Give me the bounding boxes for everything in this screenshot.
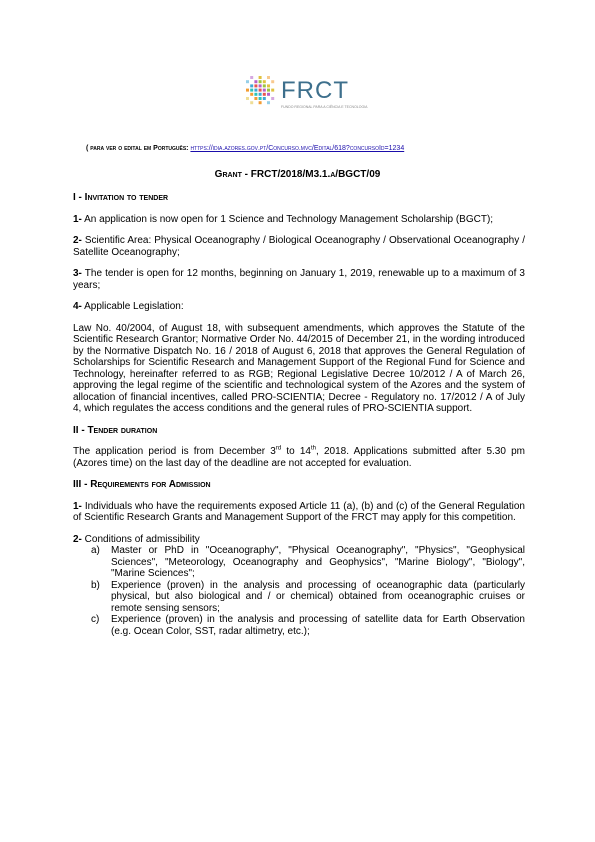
paragraph-text: Conditions of admissibility [81,533,200,545]
paragraph-number: 1- [73,213,82,225]
duration-text-c: , 2018. Applications submitted after 5.30 pm (Azores time) on the last day of the deadline are not accepted for evaluation. [73,446,525,469]
duration-text-b: to 14 [281,446,311,457]
list-item-text: Experience (proven) in the analysis and processing of satellite data for Earth Observation (e.g. Ocean Color, SST, radar altimetry, etc.); [111,614,525,637]
list-item [91,614,525,637]
frct-mosaic-icon [244,74,278,108]
legislation-paragraph: Law No. 40/2004, of August 18, with subsequent amendments, which approves the Statute of the Scientific Research Grantor; Normative Order No. 44/2015 of December 21, in the wording introduced by the Normative Dispatch No. 16 / 2018 of August 6, 2018 that approves the General Regulation of Scholarships for Scientific Research and Management Support of the Regional Fund for Science and Technology, hereinafter referred to as RGB; Regional Legislative Decree 10/2012 / A of March 26, approving the legal regime of the scientific and technological system of the Azores and the system of allocation of financial incentives, called PRO-SCIENTIA; Decree - Regulatory no. 17/2012 / A of July 4, which regulates the access conditions and the general rules of PRO-SCIENTIA support. [73,322,525,414]
paragraph-4 [73,301,525,313]
paragraph-text: An application is now open for 1 Science and Technology Management Scholarship (BGCT); [81,213,494,225]
paragraph-text: Scientific Area: Physical Oceanography / Biological Oceanography / Observational Oceanography / Satellite Oceanography; [73,235,525,258]
section-heading-invitation: I - Invitation to tender [73,192,169,203]
list-item-text: Experience (proven) in the analysis and processing of oceanographic data (particularly physical, but also biological and / or chemical) obtained from oceanographic cruises or remote sensing sensors; [111,579,525,614]
paragraph-number: 2- [73,235,82,246]
paragraph-text: The tender is open for 12 months, beginning on January 1, 2019, renewable up to a maximum of 3 years; [73,268,525,291]
paragraph-number: 4- [73,301,82,312]
ordinal-th: th [311,445,317,452]
list-item [91,580,525,615]
list-item-text: Master or PhD in "Oceanography", "Physical Oceanography", "Physics", "Geophysical Sciences", "Meteorology, Oceanography and Geophysics", "Marine Biology", "Biology", "Marine Sciences"; [111,545,525,579]
list-marker: b) [91,579,100,591]
duration-paragraph [73,446,525,469]
admissibility-conditions-list [91,545,525,637]
ordinal-rd: rd [275,445,282,452]
grant-title: Grant - FRCT/2018/M3.1.a/BGCT/09 [214,169,381,180]
edital-link[interactable]: https://idia.azores.gov.pt/Concurso.mvc/Edital/618?concursoId=1234 [190,145,405,152]
section-heading-duration: II - Tender duration [73,424,158,436]
frct-logo [244,74,368,114]
requirement-2 [73,534,525,546]
para-ver-label: ( para ver o edital em Português: [86,145,189,152]
paragraph-1 [73,214,525,226]
duration-text-a: The application period is from December 3 [73,446,276,457]
paragraph-text: Individuals who have the requirements exposed Article 11 (a), (b) and (c) of the General Regulation of Scientific Research Grants and Management Support of the FRCT may apply for this competition. [73,500,525,523]
portuguese-edital-note [86,145,404,152]
paragraph-number: 1- [73,500,82,512]
list-marker: a) [91,545,100,556]
list-marker: c) [91,614,100,625]
paragraph-2 [73,235,525,258]
paragraph-3 [73,268,525,291]
document-body [73,192,525,637]
logo-text: FRCT [281,77,349,104]
section-heading-requirements: III - Requirements for Admission [73,479,211,490]
logo-subtitle: FUNDO REGIONAL PARA A CIÊNCIA E TECNOLOGIA [281,105,368,109]
list-item [91,545,525,580]
paragraph-number: 3- [73,268,82,279]
paragraph-number: 2- [73,533,82,545]
paragraph-text: Applicable Legislation: [81,301,184,312]
requirement-1 [73,501,525,524]
